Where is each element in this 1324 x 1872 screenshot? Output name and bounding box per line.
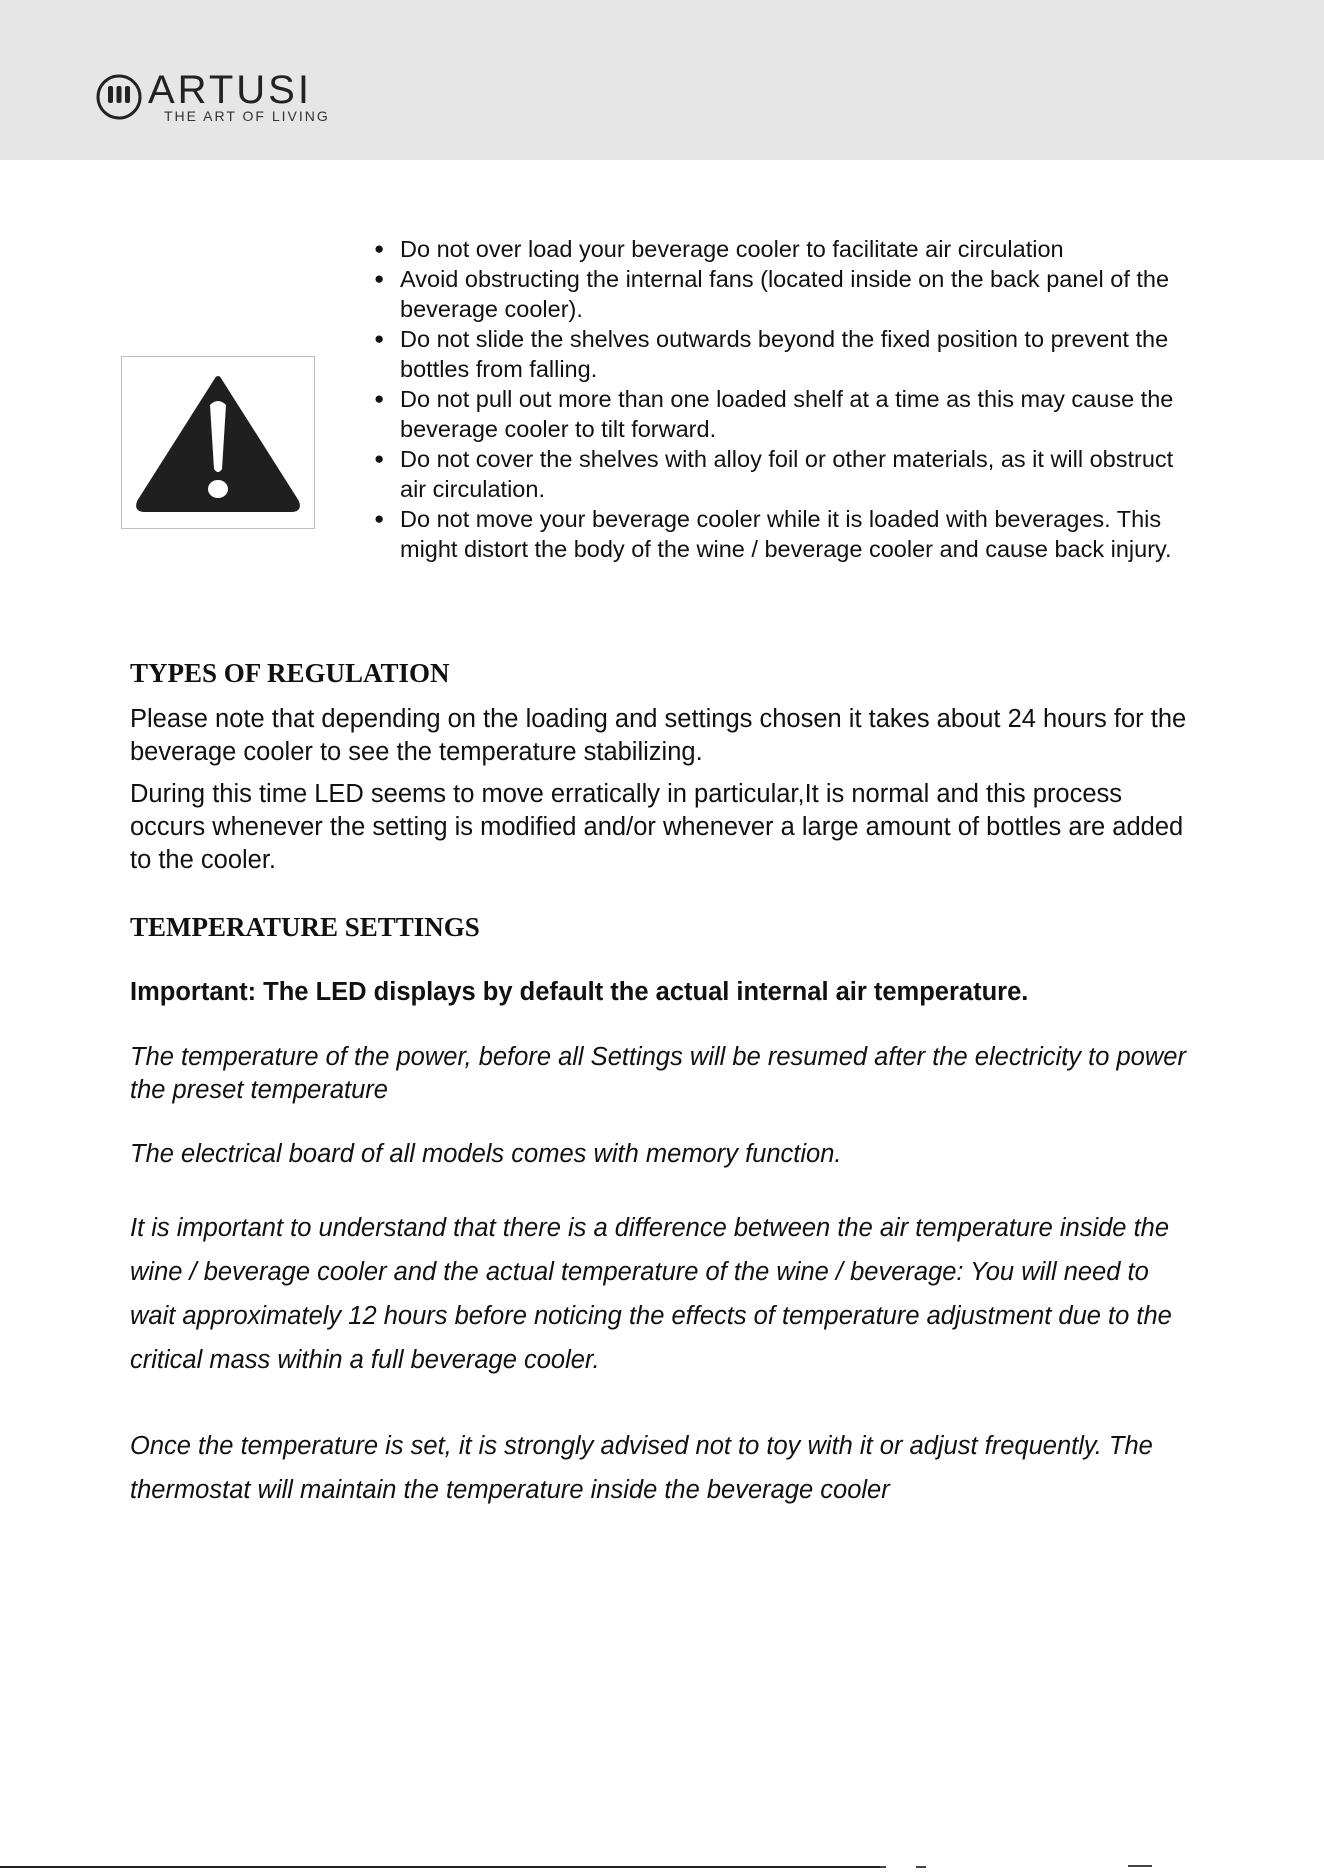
warning-icon-frame [121,356,315,529]
footer-marks [880,1862,1160,1872]
artusi-logo-mark-icon [96,74,142,120]
precaution-item: ● Do not over load your beverage cooler to facilitate air circulation [374,234,1204,264]
temperature-heading: TEMPERATURE SETTINGS [130,912,480,942]
brand-name: ARTUSI [148,68,312,112]
precaution-item: ● Do not cover the shelves with alloy foil or other materials, as it will obstruct air circulation. [374,444,1204,504]
regulation-paragraph: Please note that depending on the loading and settings chosen it takes about 24 hours for the beverage cooler to see the temperature stabilizing. [130,705,1187,766]
regulation-heading: TYPES OF REGULATION [130,658,450,688]
memory-note: The electrical board of all models comes with memory function. [130,1140,842,1168]
precaution-item: ● Do not move your beverage cooler while it is loaded with beverages. This might distort the body of the wine / beverage cooler and cause back injury. [374,504,1204,564]
power-note: The temperature of the power, before all Settings will be resumed after the electricity to power the preset temperature [130,1043,1186,1104]
brand-tagline: THE ART OF LIVING [164,108,330,124]
advice-note: Once the temperature is set, it is strongly advised not to toy with it or adjust frequently. The thermostat will maintain the temperature inside the beverage cooler [130,1432,1153,1504]
important-note: Important: The LED displays by default the actual internal air temperature. [130,978,1029,1006]
footer-rule [0,1866,880,1868]
precaution-item: ● Do not pull out more than one loaded shelf at a time as this may cause the beverage cooler to tilt forward. [374,384,1204,444]
page-header [0,0,1324,160]
precautions-list [374,234,1204,564]
regulation-paragraph: During this time LED seems to move erratically in particular,It is normal and this process occurs whenever the setting is modified and/or whenever a large amount of bottles are added to the cooler. [130,780,1184,874]
artusi-logo [96,70,356,130]
precaution-item: ● Do not slide the shelves outwards beyond the fixed position to prevent the bottles from falling. [374,324,1204,384]
precaution-item: ● Avoid obstructing the internal fans (located inside on the back panel of the beverage cooler). [374,264,1204,324]
difference-note: It is important to understand that there is a difference between the air temperature inside the wine / beverage cooler and the actual temperature of the wine / beverage: You will need to wait approximately 12 hours before noticing the effects of temperature adjustment due to the critical mass within a full beverage cooler. [130,1214,1172,1374]
warning-triangle-icon [122,357,314,528]
